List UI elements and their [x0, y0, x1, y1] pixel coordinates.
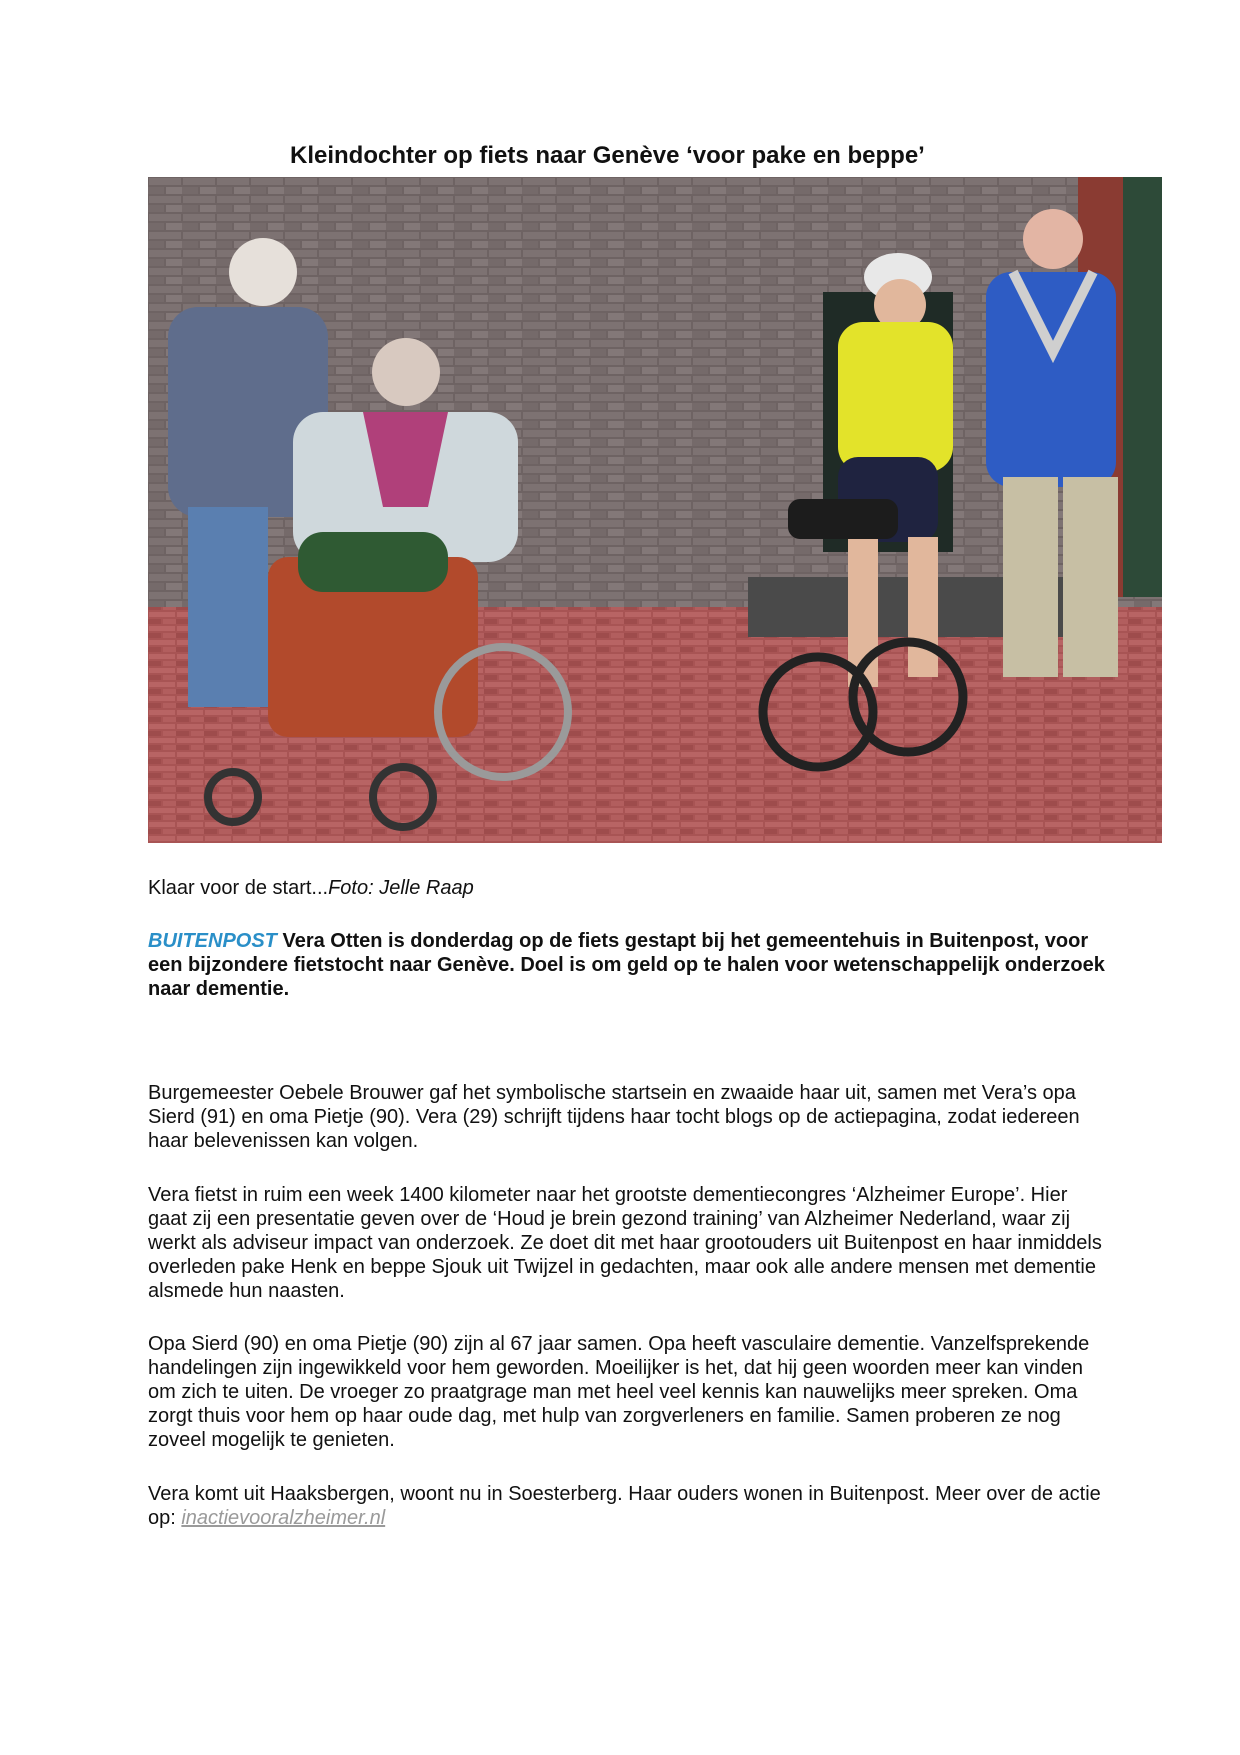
body-paragraph-1: Burgemeester Oebele Brouwer gaf het symbolische startsein en zwaaide haar uit, samen met Vera’s opa Sierd (91) en oma Pietje (90). Vera (29) schrijft tijdens haar tocht blogs op de actiepagina, zodat iedereen haar belevenissen kan volgen.: [148, 1082, 1080, 1152]
action-link[interactable]: inactievooralzheimer.nl: [181, 1507, 386, 1529]
article-photo: [148, 177, 1162, 843]
caption-text: Klaar voor de start...: [148, 877, 329, 899]
photo-credit: Foto: Jelle Raap: [328, 877, 474, 899]
lead-paragraph: [148, 929, 1108, 1001]
body-paragraph-4: [148, 1482, 1108, 1530]
lead-text: Vera Otten is donderdag op de fiets gestapt bij het gemeentehuis in Buitenpost, voor een bijzondere fietstocht naar Genève. Doel is om geld op te halen voor wetenschappelijk onderzoek naar dementie.: [148, 930, 1105, 1000]
body-paragraph-2: Vera fietst in ruim een week 1400 kilometer naar het grootste dementiecongres ‘Alzheimer Europe’. Hier gaat zij een presentatie geven over de ‘Houd je brein gezond training’ van Alzheimer Nederland, waar zij werkt als adviseur impact van onderzoek. Ze doet dit met haar grootouders uit Buitenpost en haar inmiddels overleden pake Henk en beppe Sjouk uit Twijzel in gedachten, maar ook alle andere mensen met dementie alsmede hun naasten.: [148, 1184, 1102, 1302]
body-paragraph-3: Opa Sierd (90) en oma Pietje (90) zijn al 67 jaar samen. Opa heeft vasculaire dementie. Vanzelfsprekende handelingen zijn ingewikkeld voor hem geworden. Moeilijker is het, dat hij geen woorden meer kan vinden om zich te uiten. De vroeger zo praatgrage man met heel veel kennis kan nauwelijks meer spreken. Oma zorgt thuis voor hem op haar oude dag, met hulp van zorgverleners en familie. Samen proberen ze nog zoveel mogelijk te genieten.: [148, 1333, 1090, 1451]
photo-caption: [148, 876, 474, 900]
article-title: Kleindochter op fiets naar Genève ‘voor pake en beppe’: [290, 142, 925, 169]
body-paragraph-4-text: Vera komt uit Haaksbergen, woont nu in Soesterberg. Haar ouders wonen in Buitenpost. Meer over de actie op:: [148, 1483, 1101, 1529]
dateline-place: BUITENPOST: [148, 930, 277, 952]
